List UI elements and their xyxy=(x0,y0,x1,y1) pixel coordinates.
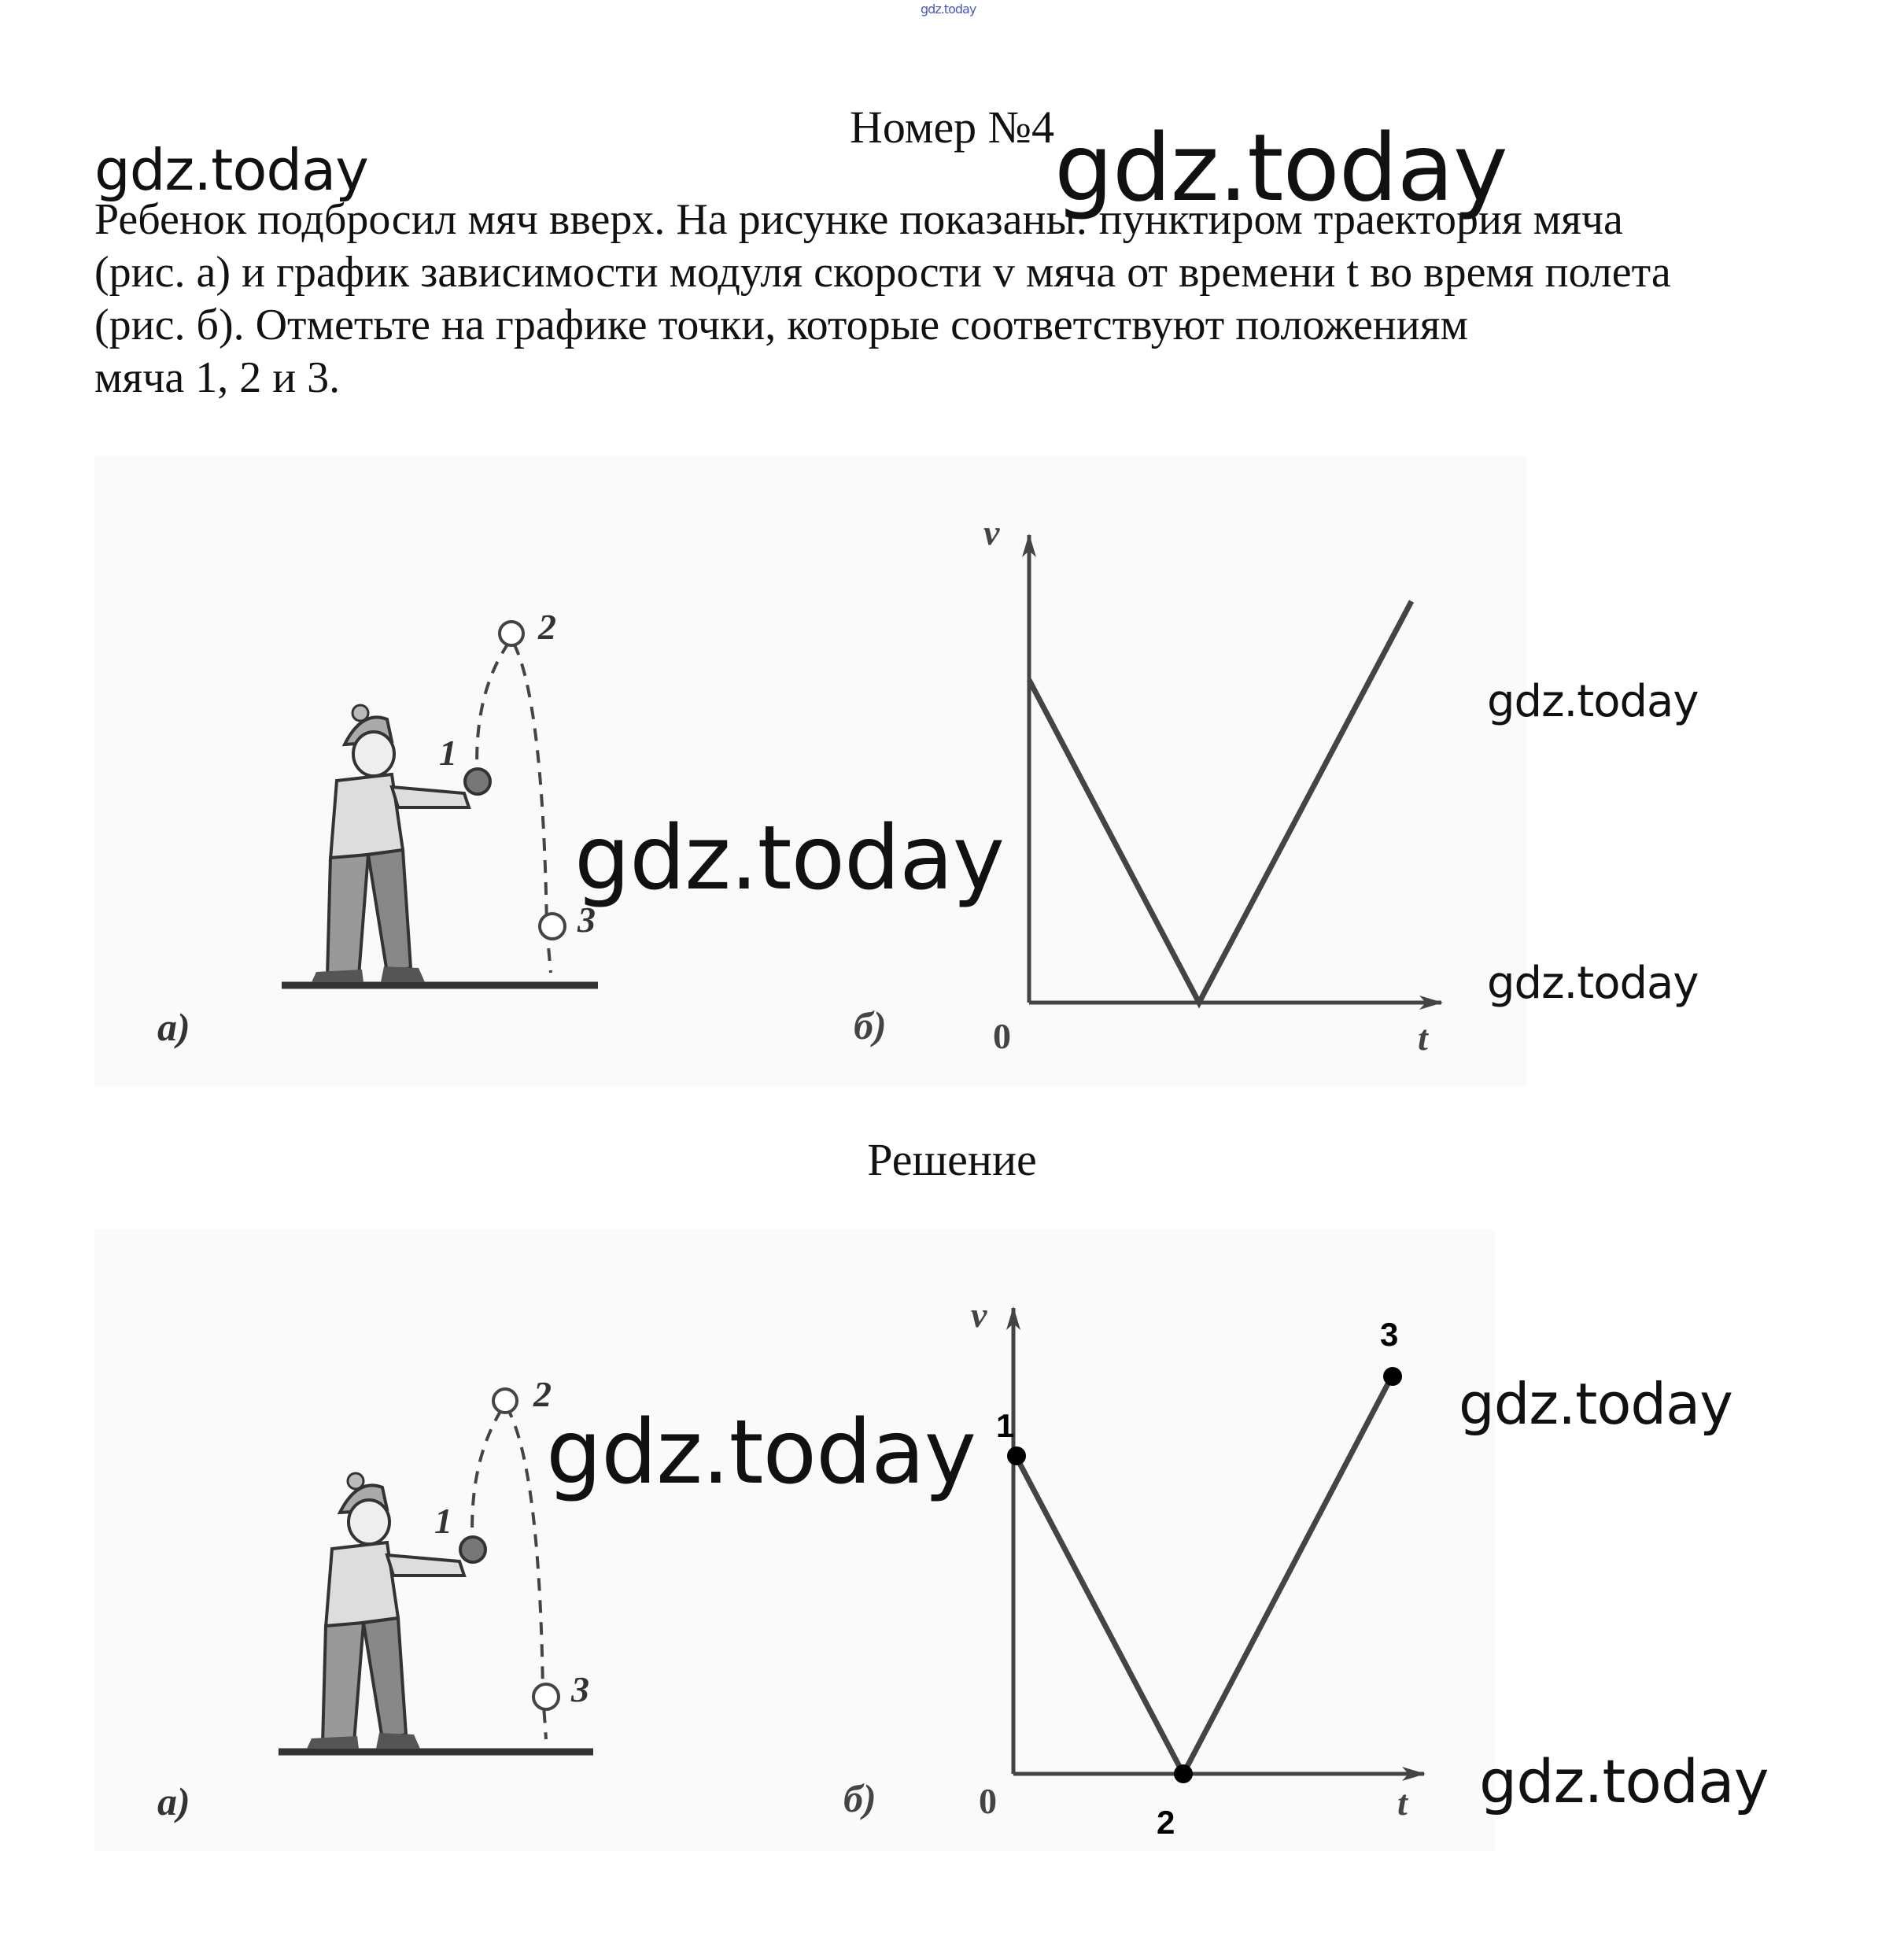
watermark: gdz.today xyxy=(574,807,1005,910)
watermark: gdz.today xyxy=(1459,1371,1732,1437)
watermark-small: gdz.today xyxy=(921,2,976,17)
panel-a-label: а) xyxy=(157,1779,190,1823)
ball-3 xyxy=(533,1684,559,1709)
problem-line: Ребенок подбросил мяч вверх. На рисунке показаны: пунктиром траектория мяча xyxy=(94,195,1623,244)
marked-point-1-label: 1 xyxy=(996,1407,1015,1444)
axis-v-label: v xyxy=(983,512,1000,552)
problem-line: мяча 1, 2 и 3. xyxy=(94,353,341,402)
watermark: gdz.today xyxy=(1054,113,1507,222)
problem-text xyxy=(94,194,1825,405)
marked-point-3-label: 3 xyxy=(1380,1316,1399,1353)
marked-point-1 xyxy=(1007,1446,1026,1465)
ball-1-label: 1 xyxy=(434,1501,452,1541)
ball-2 xyxy=(493,1389,517,1413)
watermark: gdz.today xyxy=(546,1402,976,1504)
solution-title: Решение xyxy=(867,1134,1037,1185)
origin-label: 0 xyxy=(979,1781,997,1821)
figure-solution xyxy=(94,1229,1511,1851)
ball-3-label: 3 xyxy=(571,1669,589,1709)
ball-1 xyxy=(465,769,490,794)
axis-v-label: v xyxy=(971,1295,987,1335)
ball-2-label: 2 xyxy=(533,1374,552,1414)
marked-point-2 xyxy=(1174,1764,1193,1783)
problem-line: (рис. б). Отметьте на графике точки, которые соответствуют положениям xyxy=(94,301,1468,349)
ball-3-label: 3 xyxy=(577,900,596,940)
watermark: gdz.today xyxy=(1487,676,1699,727)
panel-b-label: б) xyxy=(854,1003,887,1047)
panel-a-label: а) xyxy=(157,1005,190,1049)
watermark: gdz.today xyxy=(1479,1746,1769,1816)
ball-1-label: 1 xyxy=(439,733,457,773)
ball-1 xyxy=(460,1537,485,1562)
problem-line: (рис. а) и график зависимости модуля скорости v мяча от времени t во время полета xyxy=(94,248,1671,297)
figure-problem xyxy=(94,456,1526,1086)
axis-t-label: t xyxy=(1418,1018,1428,1058)
ball-2 xyxy=(500,622,523,645)
marked-point-3 xyxy=(1383,1367,1402,1386)
problem-title: Номер №4 xyxy=(849,102,1055,153)
axis-t-label: t xyxy=(1397,1783,1408,1823)
watermark: gdz.today xyxy=(94,137,368,203)
watermark: gdz.today xyxy=(1487,958,1699,1009)
ball-3 xyxy=(540,914,565,939)
ball-2-label: 2 xyxy=(538,607,556,647)
panel-b-label: б) xyxy=(843,1776,876,1820)
marked-point-2-label: 2 xyxy=(1157,1804,1175,1841)
origin-label: 0 xyxy=(993,1016,1011,1056)
